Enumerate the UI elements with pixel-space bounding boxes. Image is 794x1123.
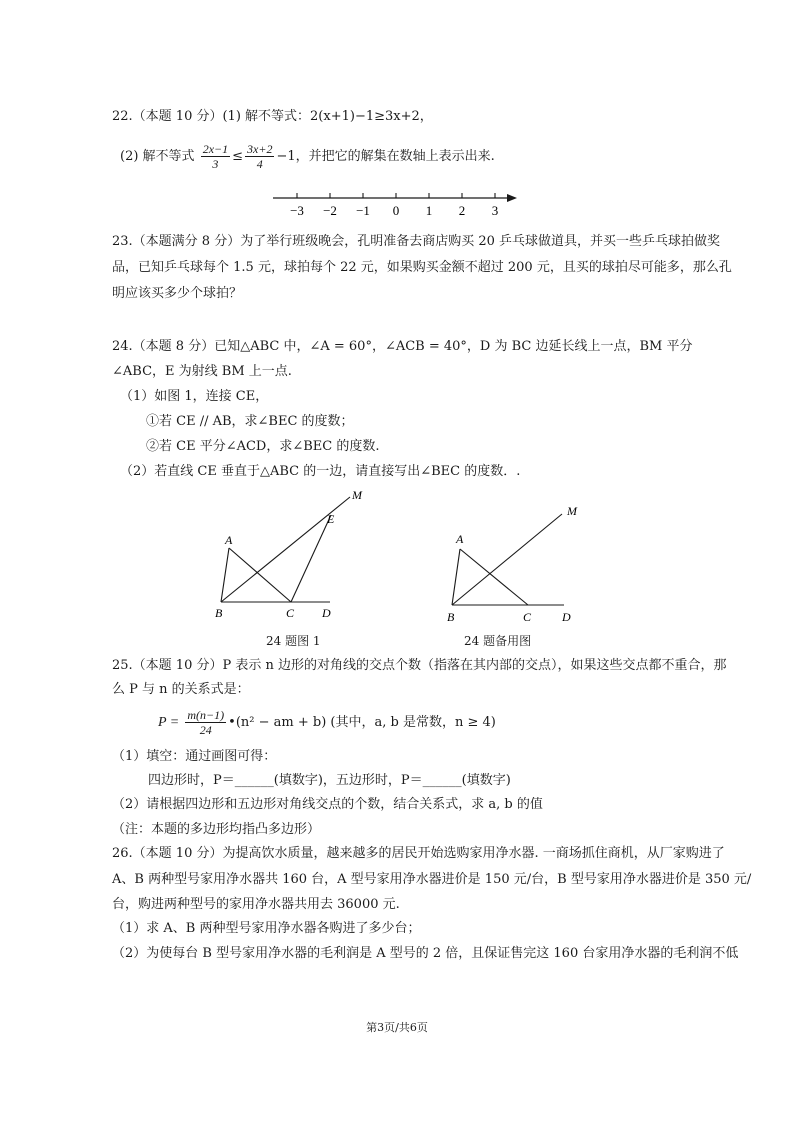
number-line-arrow-icon	[507, 194, 517, 202]
q22-line2	[120, 142, 495, 171]
q24-line1: 24.（本题 8 分）已知△ABC 中，∠A = 60°，∠ACB = 40°，D 为 BC 边延长线上一点，BM 平分	[112, 339, 693, 354]
q22-fraction-left-numerator: 2x−1	[202, 142, 229, 156]
q24-line3: （1）如图 1，连接 CE，	[120, 389, 269, 404]
q22-fraction-right	[245, 142, 274, 171]
figure-2	[440, 500, 600, 630]
fig1-label-b: B	[215, 606, 223, 620]
fig2-label-m: M	[567, 504, 577, 518]
fig2-caption: 24 题备用图	[464, 634, 532, 648]
q23-line2: 品，已知乒乓球每个 1.5 元，球拍每个 22 元，如果购买金额不超过 200 元，且买的球拍尽可能多，那么孔	[112, 260, 732, 275]
fig2-label-d: D	[562, 610, 571, 624]
q25-line4: 四边形时，P＝______(填数字)，五边形时，P＝______(填数字)	[148, 773, 511, 788]
number-line-tick-label: −3	[290, 203, 304, 218]
fig1-label-a: A	[225, 533, 233, 547]
figure-1	[205, 485, 375, 625]
fig1-label-m: M	[352, 488, 362, 502]
number-line-tick-label: −2	[323, 203, 337, 218]
q24-line4: ①若 CE // AB，求∠BEC 的度数；	[146, 414, 354, 429]
fig1-caption: 24 题图 1	[266, 634, 321, 648]
number-line-tick-label: 2	[458, 203, 466, 218]
q24-line2: ∠ABC，E 为射线 BM 上一点.	[112, 364, 292, 379]
q26-line1: 26.（本题 10 分）为提高饮水质量，越来越多的居民开始选购家用净水器. 一商场抓住商机，从厂家购进了	[112, 846, 725, 861]
q22-fraction-right-numerator: 3x+2	[247, 142, 273, 156]
q22-fraction-left	[201, 142, 230, 171]
q25-formula-rhs: •(n² − am + b) (其中，a, b 是常数，n ≥ 4)	[228, 715, 496, 730]
number-line-tick-label: 3	[491, 203, 499, 218]
q22-fraction-right-denominator: 4	[256, 157, 263, 171]
number-line	[265, 188, 525, 222]
fig1-label-c: C	[286, 606, 295, 620]
q22-relation: ≤	[232, 149, 244, 164]
q25-line6: （注：本题的多边形均指凸多边形）	[112, 822, 321, 837]
q26-line3: 台，购进两种型号的家用净水器共用去 36000 元.	[112, 897, 400, 912]
q26-line2: A、B 两种型号家用净水器共 160 台，A 型号家用净水器进价是 150 元/台，B 型号家用净水器进价是 350 元/	[112, 872, 752, 887]
q22-line1: 22.（本题 10 分）(1) 解不等式：2(x+1)−1≥3x+2，	[112, 109, 433, 124]
q22-fraction-left-denominator: 3	[212, 157, 219, 171]
q25-line1: 25.（本题 10 分）P 表示 n 边形的对角线的交点个数（指落在其内部的交点），如果这些交点都不重合，那	[112, 658, 727, 673]
q26-line5: （2）为使每台 B 型号家用净水器的毛利润是 A 型号的 2 倍，且保证售完这 160 台家用净水器的毛利润不低	[112, 946, 739, 961]
q26-line4: （1）求 A、B 两种型号家用净水器各购进了多少台；	[112, 921, 421, 936]
number-line-tick-label: −1	[356, 203, 370, 218]
q25-formula-lhs: P =	[158, 715, 180, 730]
q25-formula-fraction	[185, 708, 226, 737]
q23-line1: 23.（本题满分 8 分）为了举行班级晚会，孔明准备去商店购买 20 乒乓球做道具，并买一些乒乓球拍做奖	[112, 234, 721, 249]
q25-line2: 么 P 与 n 的关系式是：	[112, 682, 250, 697]
q25-line5: （2）请根据四边形和五边形对角线交点的个数，结合关系式，求 a, b 的值	[112, 797, 543, 812]
number-line-tick-label: 1	[425, 203, 433, 218]
q25-formula	[158, 708, 496, 737]
q24-line6: （2）若直线 CE 垂直于△ABC 的一边，请直接写出∠BEC 的度数．.	[120, 464, 521, 479]
q25-line3: （1）填空：通过画图可得：	[112, 749, 277, 764]
q22-line2-suffix: −1，并把它的解集在数轴上表示出来.	[276, 149, 495, 164]
fig2-label-c: C	[523, 610, 532, 624]
number-line-tick-label: 0	[392, 203, 400, 218]
fig1-label-d: D	[322, 606, 331, 620]
q25-formula-numerator: m(n−1)	[187, 708, 225, 722]
page-number: 第3页/共6页	[366, 1021, 428, 1034]
q24-line5: ②若 CE 平分∠ACD，求∠BEC 的度数.	[146, 439, 380, 454]
fig2-label-a: A	[456, 532, 464, 546]
q22-line2-prefix: (2) 解不等式	[120, 149, 195, 164]
fig1-label-e: E	[327, 512, 335, 526]
q23-line3: 明应该买多少个球拍？	[112, 286, 243, 301]
fig2-label-b: B	[447, 610, 455, 624]
q25-formula-denominator: 24	[199, 723, 212, 737]
